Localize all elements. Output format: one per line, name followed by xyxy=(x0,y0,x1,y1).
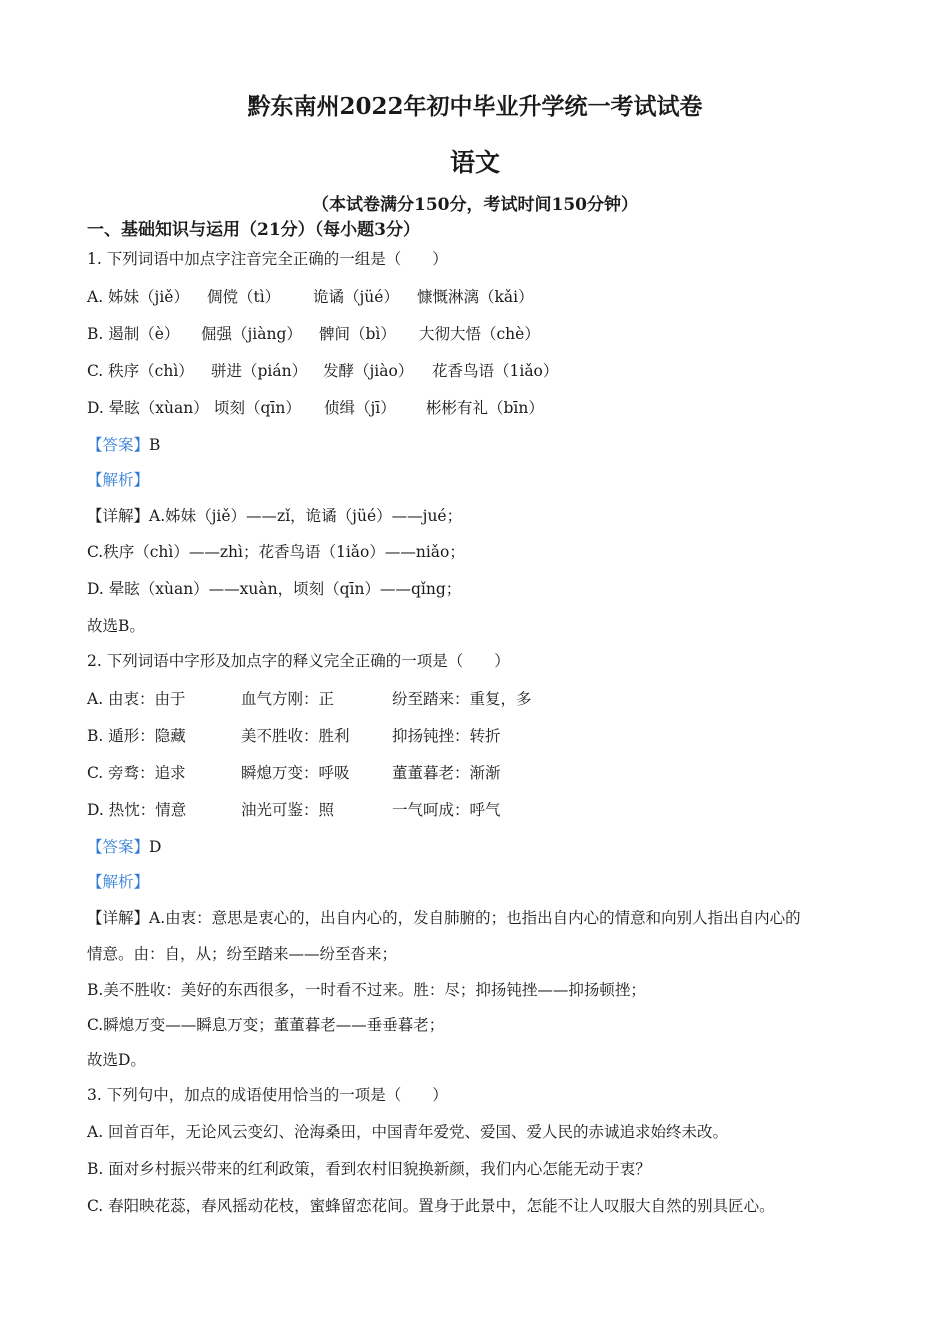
q2-option-b: B. 遁形：隐藏 美不胜收：胜利 抑扬钝挫：转折 xyxy=(87,727,501,745)
q2-stem: 2. 下列词语中字形及加点字的释义完全正确的一项是（ ） xyxy=(87,652,510,670)
q2-option-c: C. 旁骛：追求 瞬熄万变：呼吸 董董暮老：渐渐 xyxy=(87,764,501,782)
q1-option-c: C. 秩序（chì） 骈进（pián） 发酵（jiào） 花香鸟语（1iǎo） xyxy=(87,362,559,380)
q1-stem: 1. 下列词语中加点字注音完全正确的一组是（ ） xyxy=(87,250,448,268)
q1-detail-1: 【详解】A.姊妹（jiě）——zǐ，诡谲（jüé）——jué； xyxy=(87,507,463,525)
q1-conclusion: 故选B。 xyxy=(87,617,145,635)
q1-detail-3: D. 晕眩（xùan）——xuàn，顷刻（qīn）——qǐng； xyxy=(87,580,462,598)
q2-analysis-tag: 【解析】 xyxy=(87,873,150,891)
q1-option-a: A. 姊妹（jiě） 倜傥（tì） 诡谲（jüé） 慷慨淋漓（kǎi） xyxy=(87,288,534,306)
section-heading: 一、基础知识与运用（21分）（每小题3分） xyxy=(87,220,420,240)
q2-option-d: D. 热忱：情意 油光可鉴：照 一气呵成：呼气 xyxy=(87,801,501,819)
q2-detail-3: C.瞬熄万变——瞬息万变；董董暮老——垂垂暮老； xyxy=(87,1016,445,1034)
q2-detail-2: B.美不胜收：美好的东西很多，一时看不过来。胜：尽；抑扬钝挫——抑扬顿挫； xyxy=(87,981,646,999)
q1-analysis-tag: 【解析】 xyxy=(87,471,150,489)
q3-stem: 3. 下列句中，加点的成语使用恰当的一项是（ ） xyxy=(87,1086,448,1104)
q2-answer: 【答案】D xyxy=(87,838,162,856)
q2-conclusion: 故选D。 xyxy=(87,1051,146,1069)
exam-title: 黔东南州2022年初中毕业升学统一考试试卷 xyxy=(247,93,703,120)
q2-option-a: A. 由衷：由于 血气方刚：正 纷至踏来：重复，多 xyxy=(87,690,532,708)
exam-note: （本试卷满分150分，考试时间150分钟） xyxy=(312,195,638,215)
q2-detail-1a: 【详解】A.由衷：意思是衷心的，出自内心的，发自肺腑的；也指出自内心的情意和向别人指出自内心的 xyxy=(87,909,801,927)
q3-option-b: B. 面对乡村振兴带来的红利政策，看到农村旧貌换新颜，我们内心怎能无动于衷？ xyxy=(87,1160,651,1178)
q1-detail-2: C.秩序（chì）——zhì；花香鸟语（1iǎo）——niǎo； xyxy=(87,543,465,561)
q1-option-b: B. 遏制（è） 倔强（jiàng） 髀间（bì） 大彻大悟（chè） xyxy=(87,325,540,343)
q3-option-c: C. 春阳映花蕊，春风摇动花枝，蜜蜂留恋花间。置身于此景中，怎能不让人叹服大自然的别具匠心。 xyxy=(87,1197,775,1215)
q1-answer: 【答案】B xyxy=(87,436,161,454)
q3-option-a: A. 回首百年，无论风云变幻、沧海桑田，中国青年爱党、爱国、爱人民的赤诚追求始终未改。 xyxy=(87,1123,729,1141)
q2-detail-1b: 情意。由：自，从；纷至踏来——纷至沓来； xyxy=(87,945,398,963)
subject-title: 语文 xyxy=(449,148,500,177)
q1-option-d: D. 晕眩（xùan） 顷刻（qīn） 侦缉（jī） 彬彬有礼（bīn） xyxy=(87,399,544,417)
